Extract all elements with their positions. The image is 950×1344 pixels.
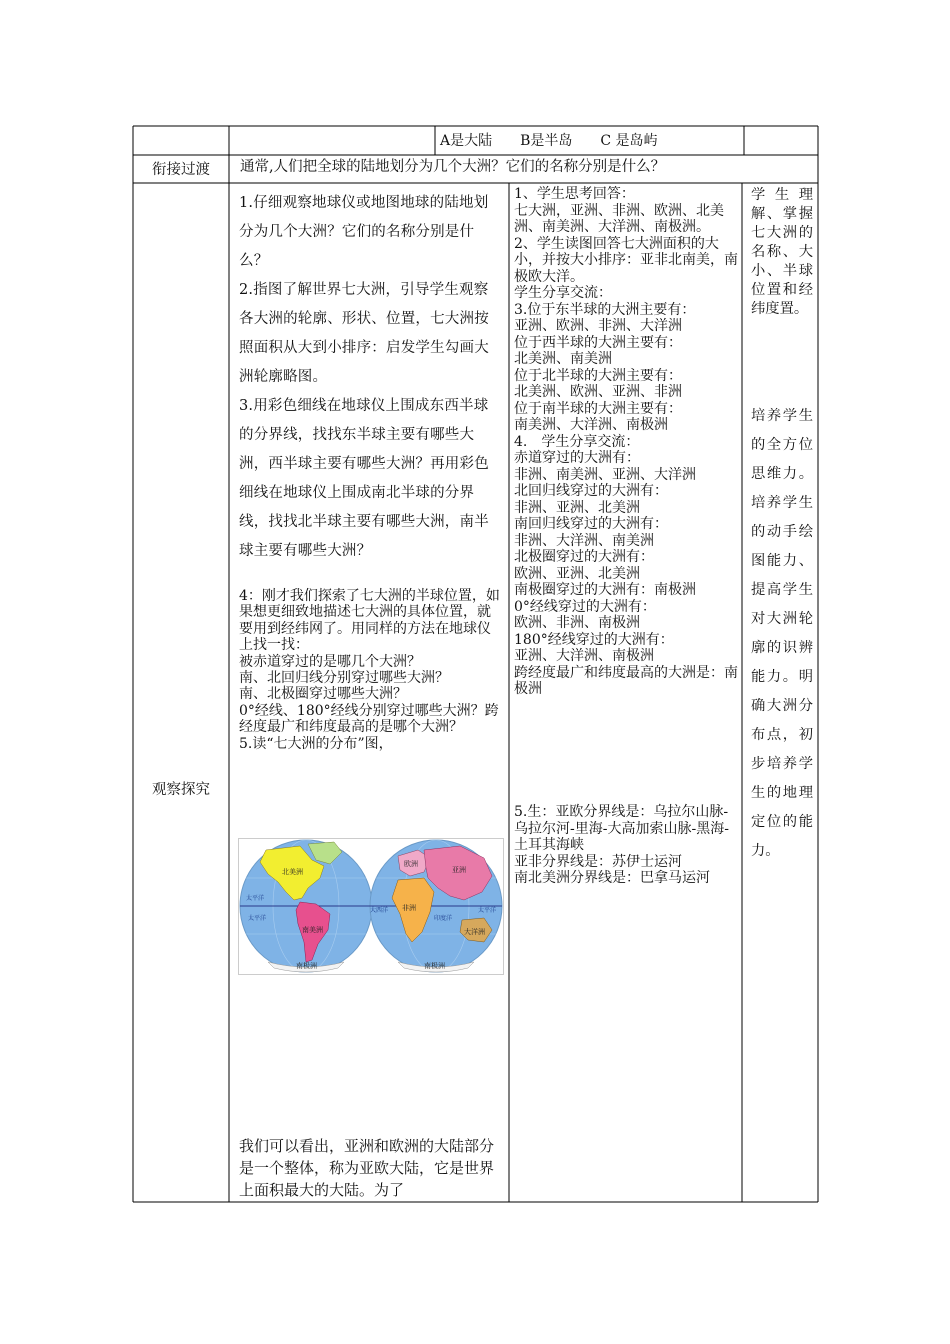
student-line-12: 南美洲、大洋洲、南极洲: [514, 417, 668, 433]
teacher-step-2: 2.指图了解世界七大洲，引导学生观察各大洲的轮廓、形状、位置，七大洲按照面积从大到小排序：启发学生勾画大洲轮廓略图。: [239, 282, 489, 385]
student-line-14: 赤道穿过的大洲有：: [514, 450, 640, 466]
explore-label-text: 观察探究: [152, 782, 210, 798]
teacher-q-meridians: 0°经线、180°经线分别穿过哪些大洲？跨经度最广和纬度最高的是哪个大洲？: [239, 702, 499, 736]
label-pacific-east: 太平洋: [478, 907, 497, 914]
teacher-steps-top: [239, 189, 499, 566]
label-oceania: 大洋洲: [464, 928, 485, 936]
label-atlantic: 大西洋: [370, 907, 389, 914]
label-pacific-west: 太平洋: [246, 895, 265, 902]
student-line-23: 0°经线穿过的大洲有：: [514, 598, 656, 615]
student-line-16: 北回归线穿过的大洲有：: [514, 483, 668, 499]
intent-bottom-text: 培养学生的全方位思维力。培养学生的动手绘图能力、提高学生对大洲轮廓的识辨能力。明确大洲分布点，初步培养学生的地理定位的能力。: [751, 408, 813, 859]
label-antarctica-east: 南极洲: [424, 962, 445, 970]
intent-bottom: [751, 402, 813, 866]
student-line-24: 欧洲、非洲、南极洲: [514, 615, 640, 631]
student-line-11: 位于南半球的大洲主要有：: [514, 400, 682, 417]
label-antarctica-west: 南极洲: [296, 962, 317, 970]
student-line-4: 学生分享交流：: [514, 285, 612, 301]
student-line-10: 北美洲、欧洲、亚洲、非洲: [514, 384, 682, 400]
student-line-9: 位于北半球的大洲主要有：: [514, 367, 682, 384]
student-line-2: 七大洲，亚洲、非洲、欧洲、北美洲、南美洲、大洋洲、南极洲。: [514, 202, 724, 235]
student-line-25: 180°经线穿过的大洲有：: [514, 631, 674, 648]
teacher-steps-middle: [239, 588, 501, 752]
student-line-19: 非洲、大洋洲、南美洲: [514, 532, 654, 549]
student-line-22: 南极圈穿过的大洲有：南极洲: [514, 582, 696, 598]
label-north-america: 北美洲: [282, 868, 303, 876]
teacher-q-equator: 被赤道穿过的是哪几个大洲？: [239, 653, 421, 670]
transition-label-text: 衔接过渡: [152, 162, 210, 178]
label-pacific-west2: 太平洋: [248, 915, 267, 922]
transition-label: [133, 160, 229, 182]
student-line-1: 1、学生思考回答：: [514, 186, 635, 202]
student-boundary-3: 南北美洲分界线是：巴拿马运河: [514, 870, 710, 886]
transition-question-text: 通常,人们把全球的陆地划分为几个大洲？它们的名称分别是什么？: [240, 159, 666, 175]
teacher-conclusion-text: 我们可以看出，亚洲和欧洲的大陆部分是一个整体，称为亚欧大陆，它是世界上面积最大的大陆。为了: [239, 1137, 495, 1199]
teacher-q-polar: 南、北极圈穿过哪些大洲？: [239, 686, 407, 703]
teacher-conclusion: [239, 1135, 501, 1201]
intent-top: [751, 186, 813, 319]
continents-map: [238, 838, 504, 975]
label-africa: 非洲: [402, 904, 416, 912]
student-line-6: 亚洲、欧洲、非洲、大洋洲: [514, 318, 682, 334]
options-cell: [440, 131, 740, 153]
student-line-26: 亚洲、大洋洲、南极洲: [514, 648, 654, 664]
student-line-15: 非洲、南美洲、亚洲、大洋洲: [514, 466, 696, 483]
student-line-18: 南回归线穿过的大洲有：: [514, 516, 668, 532]
options-text: A是大陆 B是半岛 C 是岛屿: [440, 133, 658, 149]
student-line-5: 3.位于东半球的大洲主要有：: [514, 301, 696, 318]
student-answers: [514, 186, 738, 698]
teacher-step-5: 5.读“七大洲的分布”图，: [239, 735, 393, 752]
explore-label: [133, 780, 229, 802]
teacher-step-4: 4：刚才我们探索了七大洲的半球位置，如果想更细致地描述七大洲的具体位置，就要用到经纬网了。用同样的方法在地球仪上找一找：: [239, 588, 500, 654]
student-boundary-1: 5.生：亚欧分界线是：乌拉尔山脉-乌拉尔河-里海-大高加索山脉-黑海-土耳其海峡: [514, 804, 729, 853]
student-line-7: 位于西半球的大洲主要有：: [514, 334, 682, 351]
student-line-17: 非洲、亚洲、北美洲: [514, 499, 640, 516]
student-line-20: 北极圈穿过的大洲有：: [514, 549, 654, 565]
student-boundary-2: 亚非分界线是：苏伊士运河: [514, 853, 682, 870]
intent-top-text: 学生理解、掌握七大洲的名称、大小、半球位置和经纬度置。: [751, 187, 813, 317]
teacher-step-1: 1.仔细观察地球仪或地图地球的陆地划分为几个大洲？它们的名称分别是什么？: [239, 195, 489, 269]
teacher-q-tropics: 南、北回归线分别穿过哪些大洲？: [239, 670, 449, 687]
transition-question: [240, 157, 800, 181]
student-line-27: 跨经度最广和纬度最高的大洲是：南极洲: [514, 664, 738, 697]
label-indian: 印度洋: [434, 915, 453, 922]
label-asia: 亚洲: [452, 866, 466, 874]
student-line-8: 北美洲、南美洲: [514, 351, 612, 367]
label-south-america: 南美洲: [302, 926, 323, 934]
student-boundaries: [514, 804, 738, 887]
teacher-step-3: 3.用彩色细线在地球仪上围成东西半球的分界线，找找东半球主要有哪些大洲，西半球主要有哪些大洲？再用彩色细线在地球仪上围成南北半球的分界线，找找北半球主要有哪些大洲，南半球主要有哪些大洲？: [239, 398, 489, 559]
student-line-3: 2、学生读图回答七大洲面积的大小，并按大小排序：亚非北南美，南极欧大洋。: [514, 235, 738, 285]
student-line-21: 欧洲、亚洲、北美洲: [514, 565, 640, 582]
label-europe: 欧洲: [404, 860, 418, 868]
student-line-13: 4. 学生分享交流：: [514, 433, 640, 450]
